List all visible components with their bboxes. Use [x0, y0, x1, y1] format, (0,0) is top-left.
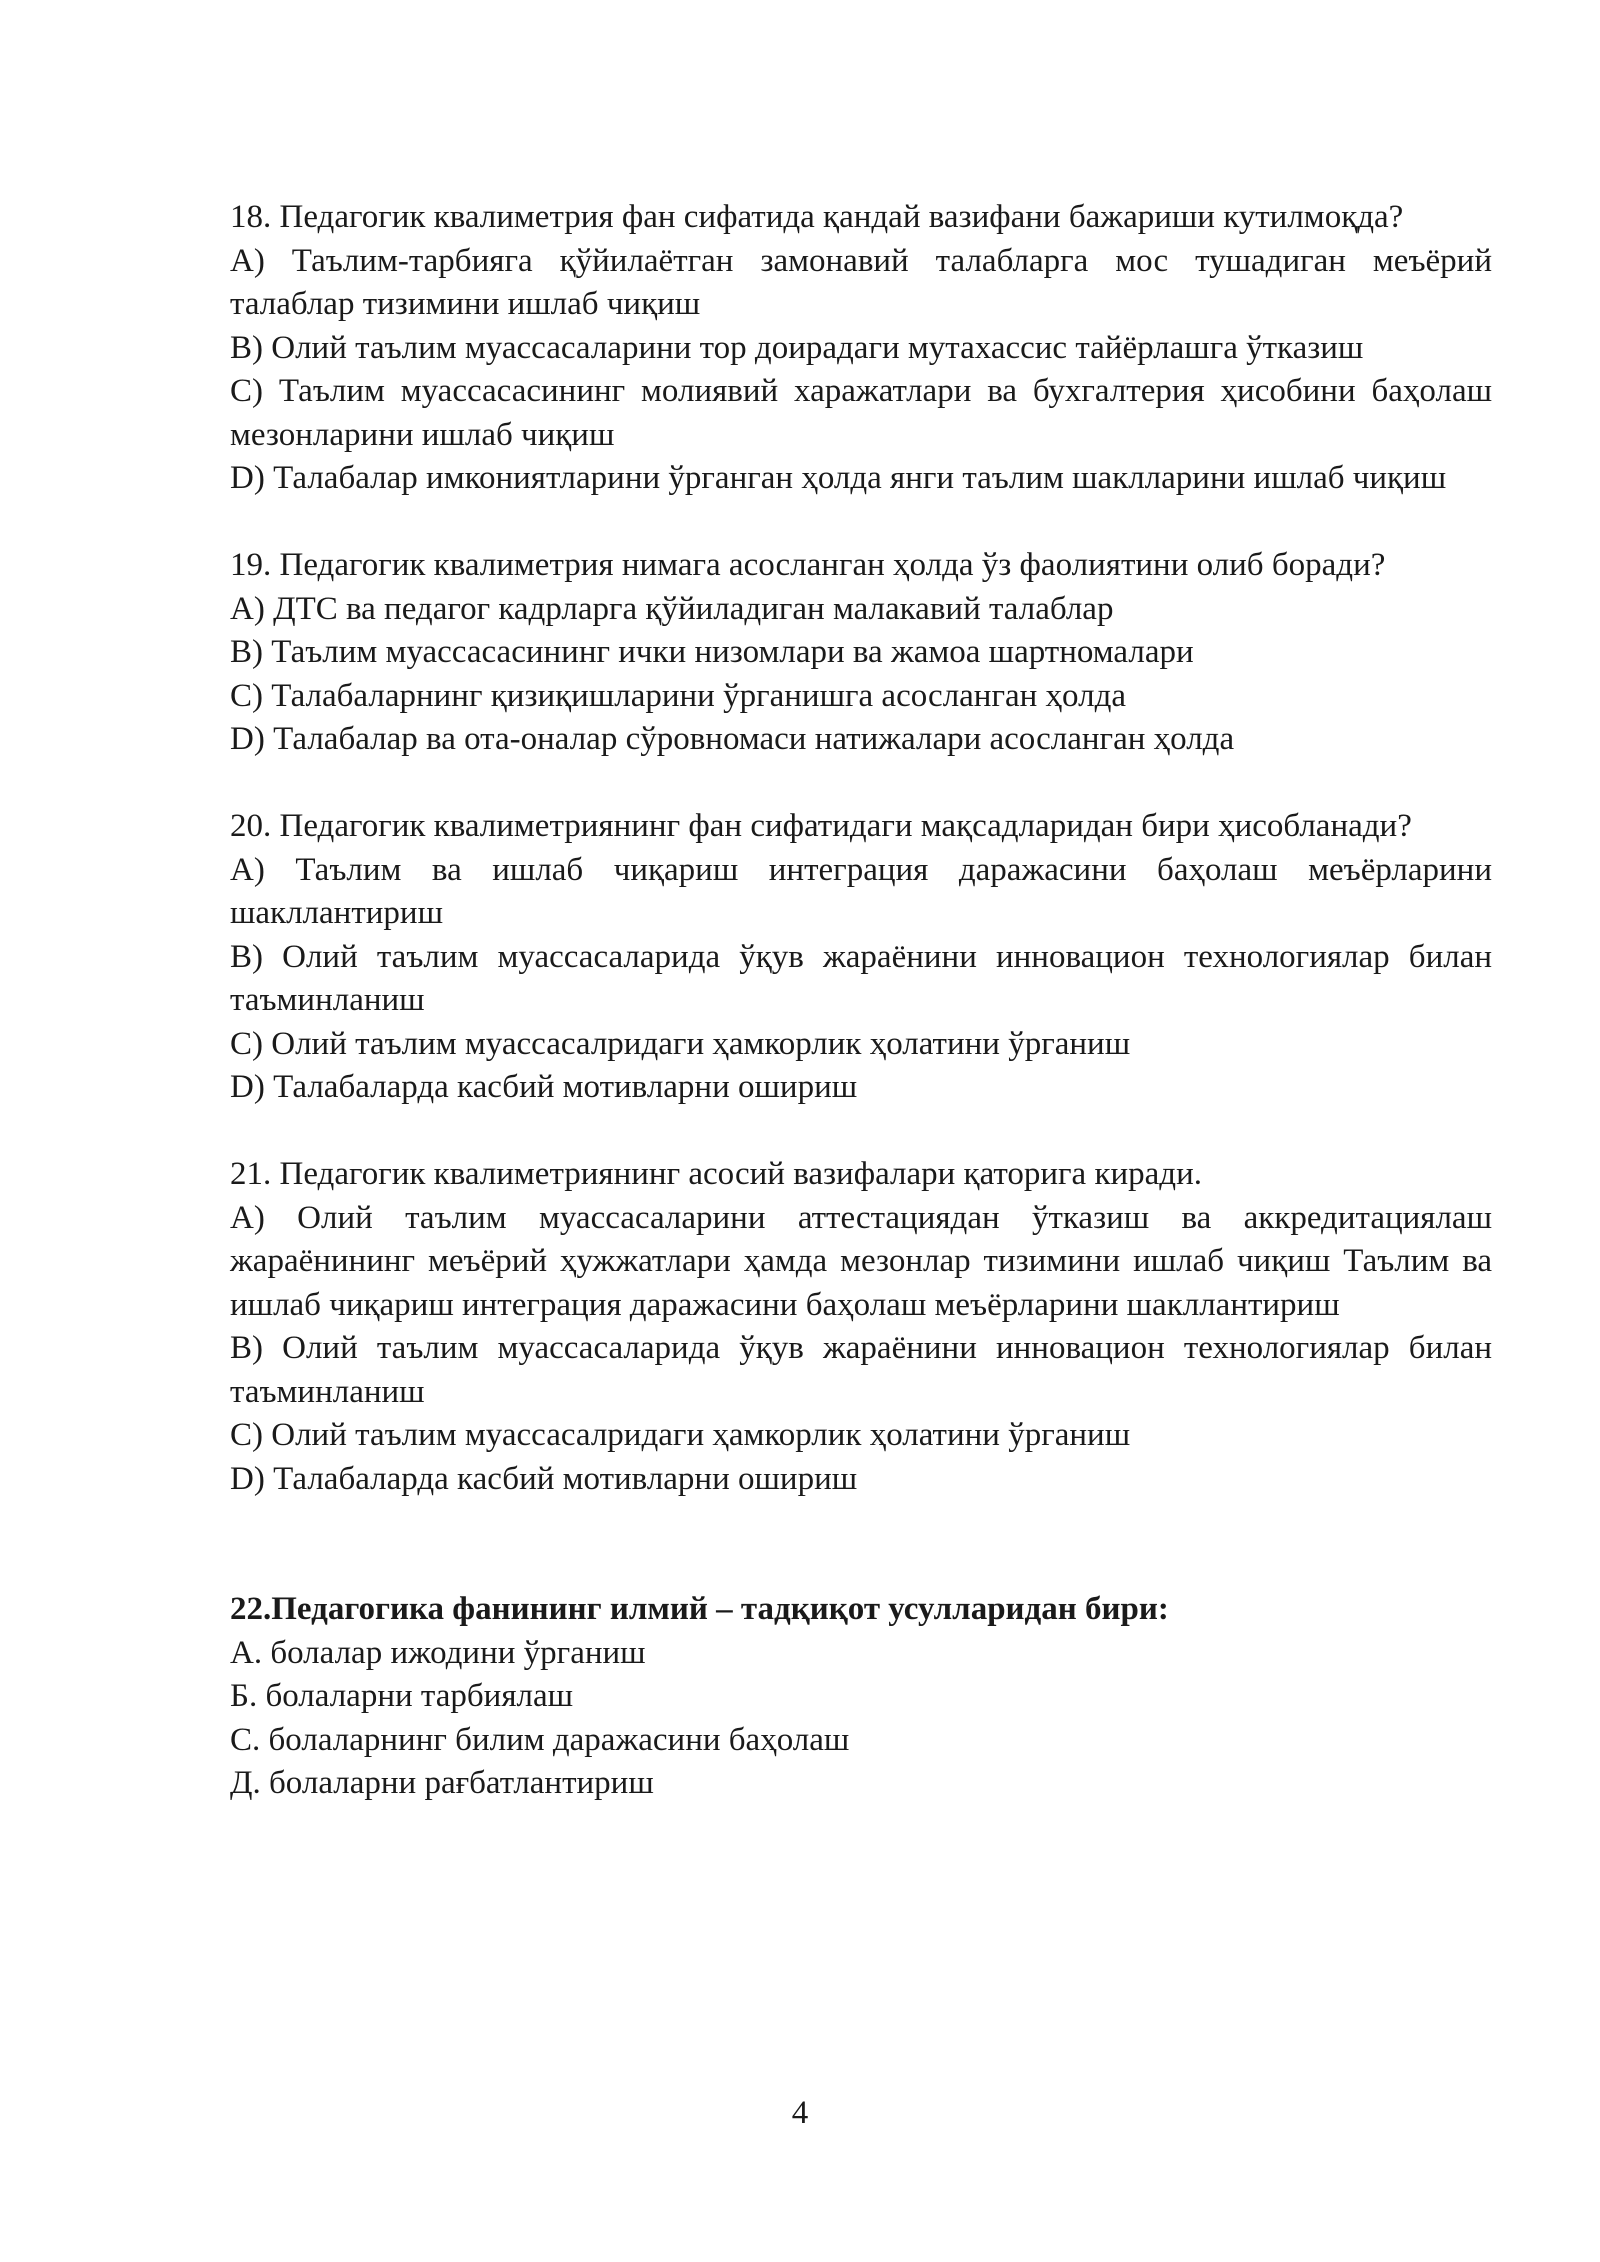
- answer-option-a: A) ДТС ва педагог кадрларга қўйиладиган малакавий талаблар: [230, 590, 1114, 627]
- question-21: [230, 1153, 1492, 1501]
- question-19: [230, 544, 1492, 762]
- answer-option-d: D) Талабалар ва ота-оналар сўровномаси натижалари асосланган ҳолда: [230, 721, 1235, 757]
- question-text: 22.Педагогика фанининг илмий – тадқиқот усулларидан бири:: [230, 1591, 1169, 1627]
- answer-option-a: A) Таълим-тарбияга қўйилаётган замонавий талабларга мос тушадиган меъёрий талаблар тизимини ишлаб чиқиш: [230, 242, 1492, 322]
- answer-option-d: Д. болаларни рағбатлантириш: [230, 1765, 654, 1801]
- page-number: 4: [791, 2095, 809, 2131]
- answer-option-b: B) Олий таълим муассасаларида ўқув жараёнини инновацион технологиялар билан таъминланиш: [230, 1330, 1492, 1410]
- answer-option-a: A) Олий таълим муассасаларини аттестациядан ўтказиш ва аккредитациялаш жараёнининг меъёрий ҳужжатлари ҳамда мезонлар тизимини ишлаб чиқиш Таълим ва ишлаб чиқариш интеграция даражасини баҳолаш меъёрларини шакллантириш: [230, 1199, 1492, 1323]
- answer-option-c: C) Олий таълим муассасалридаги ҳамкорлик ҳолатини ўрганиш: [230, 1417, 1131, 1453]
- answer-option-b: B) Олий таълим муассасаларини тор доирадаги мутахассис тайёрлашга ўтказиш: [230, 329, 1364, 366]
- question-text: 18. Педагогик квалиметрия фан сифатида қандай вазифани бажариши кутилмоқда?: [230, 199, 1404, 235]
- answer-option-d: D) Талабаларда касбий мотивларни ошириш: [230, 1069, 858, 1105]
- answer-option-a: А. болалар ижодини ўрганиш: [230, 1634, 646, 1671]
- answer-option-b: B) Олий таълим муассасаларида ўқув жараёнини инновацион технологиялар билан таъминланиш: [230, 938, 1492, 1018]
- answer-option-d: D) Талабаларда касбий мотивларни ошириш: [230, 1460, 858, 1497]
- answer-option-b: Б. болаларни тарбиялаш: [230, 1678, 574, 1714]
- blank-line: [230, 1545, 1492, 1589]
- answer-option-c: С. болаларнинг билим даражасини баҳолаш: [230, 1721, 850, 1758]
- answer-option-c: C) Таълим муассасасининг молиявий харажатлари ва бухгалтерия ҳисобини баҳолаш мезонларини ишлаб чиқиш: [230, 373, 1492, 453]
- question-text: 20. Педагогик квалиметриянинг фан сифатидаги мақсадларидан бири ҳисобланади?: [230, 808, 1412, 844]
- question-22: [230, 1588, 1492, 1806]
- question-18: [230, 196, 1492, 501]
- answer-option-d: D) Талабалар имкониятларини ўрганган ҳолда янги таълим шаклларини ишлаб чиқиш: [230, 460, 1447, 496]
- question-text: 19. Педагогик квалиметрия нимага асосланган ҳолда ўз фаолиятини олиб боради?: [230, 547, 1386, 583]
- question-text: 21. Педагогик квалиметриянинг асосий вазифалари қаторига киради.: [230, 1156, 1202, 1192]
- document-page: [230, 196, 1492, 1849]
- question-20: [230, 805, 1492, 1110]
- answer-option-b: B) Таълим муассасасининг ички низомлари ва жамоа шартномалари: [230, 634, 1194, 670]
- answer-option-c: C) Олий таълим муассасалридаги ҳамкорлик ҳолатини ўрганиш: [230, 1025, 1131, 1062]
- answer-option-c: C) Талабаларнинг қизиқишларини ўрганишга асосланган ҳолда: [230, 677, 1127, 714]
- answer-option-a: A) Таълим ва ишлаб чиқариш интеграция даражасини баҳолаш меъёрларини шакллантириш: [230, 851, 1492, 931]
